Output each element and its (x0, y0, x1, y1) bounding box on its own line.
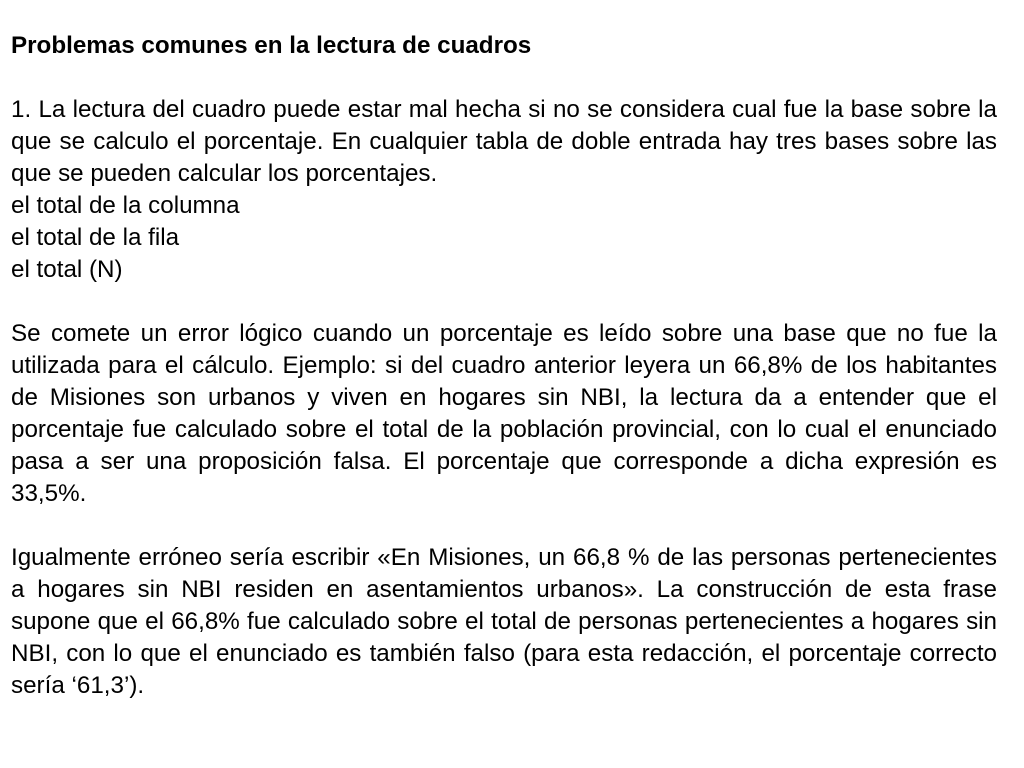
slide-content (11, 30, 997, 702)
paragraph-erroneous-example: Igualmente erróneo sería escribir «En Misiones, un 66,8 % de las personas pertenecientes a hogares sin NBI residen en asentamientos urbanos». La construcción de esta frase supone que el 66,8% fue calculado sobre el total de personas pertenecientes a hogares sin NBI, con lo que el enunciado es también falso (para esta redacción, el porcentaje correcto sería ‘61,3’). (11, 544, 997, 699)
slide-title: Problemas comunes en la lectura de cuadros (11, 32, 532, 59)
paragraph-logical-error: Se comete un error lógico cuando un porcentaje es leído sobre una base que no fue la utilizada para el cálculo. Ejemplo: si del cuadro anterior leyera un 66,8% de los habitantes de Misiones son urbanos y viven en hogares sin NBI, la lectura da a entender que el porcentaje fue calculado sobre el total de la población provincial, con lo cual el enunciado pasa a ser una proposición falsa. El porcentaje que corresponde a dicha expresión es 33,5%. (11, 320, 997, 507)
base-item-row: el total de la fila (11, 224, 180, 251)
base-item-total: el total (N) (11, 256, 123, 283)
base-item-column: el total de la columna (11, 192, 240, 219)
spacer (11, 286, 997, 318)
paragraph-bases-intro: 1. La lectura del cuadro puede estar mal hecha si no se considera cual fue la base sobre la que se calculo el porcentaje. En cualquier tabla de doble entrada hay tres bases sobre las que se pueden calcular los porcentajes. (11, 96, 997, 187)
spacer (11, 62, 997, 94)
spacer (11, 510, 997, 542)
